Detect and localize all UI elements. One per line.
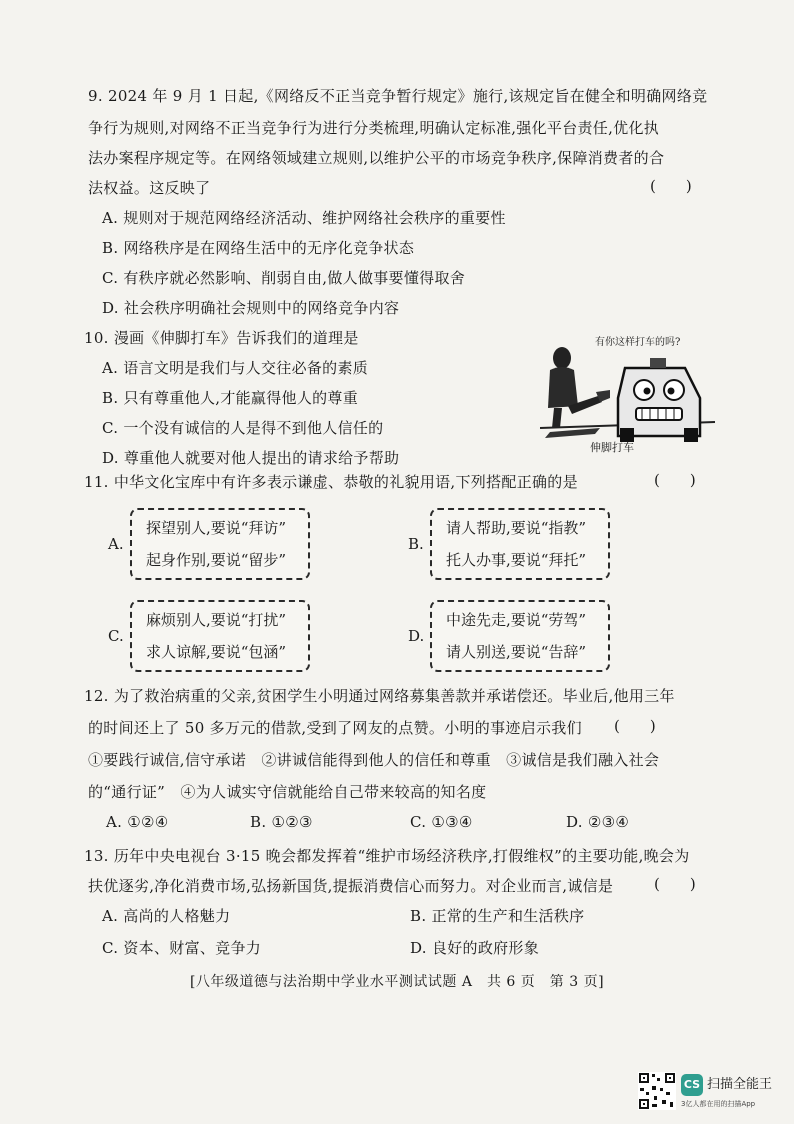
qr-code-icon (638, 1072, 676, 1110)
q11-option-c-label: C. (108, 627, 124, 645)
q12-statements-line-2: 的“通行证” ④为人诚实守信就能给自己带来较高的知名度 (88, 783, 487, 801)
q12-option-b: B. ①②③ (250, 813, 313, 831)
q11-option-b-label: B. (408, 535, 424, 553)
q11-option-a-line-1: 探望别人,要说“拜访” (146, 519, 287, 537)
q12-option-c: C. ①③④ (410, 813, 473, 831)
q11-option-a-line-2: 起身作别,要说“留步” (146, 551, 287, 569)
q12-option-a: A. ①②④ (106, 813, 169, 831)
cartoon-speech-bubble: 有你这样打车的吗? (595, 337, 681, 348)
q12-option-d: D. ②③④ (566, 813, 630, 831)
q11-option-b-box (430, 508, 610, 580)
q13-option-b: B. 正常的生产和生活秩序 (410, 907, 585, 925)
q10-option-a: A. 语言文明是我们与人交往必备的素质 (102, 359, 369, 377)
q9-option-d: D. 社会秩序明确社会规则中的网络竞争内容 (102, 299, 400, 317)
q10-option-b: B. 只有尊重他人,才能赢得他人的尊重 (102, 389, 359, 407)
q13-option-c: C. 资本、财富、竞争力 (102, 939, 262, 957)
q11-stem: 11. 中华文化宝库中有许多表示谦虚、恭敬的礼貌用语,下列搭配正确的是 (84, 473, 578, 491)
page-footer: [八年级道德与法治期中学业水平测试试题 A 共 6 页 第 3 页] (189, 974, 605, 990)
scanner-app-tagline: 3亿人都在用的扫描App (681, 1100, 756, 1108)
q9-answer-paren: ( ) (650, 177, 692, 195)
q13-stem-line-2: 扶优逐劣,净化消费市场,弘扬新国货,提振消费信心而努力。对企业而言,诚信是 (88, 877, 614, 895)
q11-option-c-box (130, 600, 310, 672)
q12-answer-paren: ( ) (614, 717, 656, 735)
scanner-app-name: 扫描全能王 (707, 1077, 773, 1092)
q11-option-a-box (130, 508, 310, 580)
q12-stem-line-1: 12. 为了救治病重的父亲,贫困学生小明通过网络募集善款并承诺偿还。毕业后,他用三年 (84, 687, 675, 705)
q11-option-b-line-2: 托人办事,要说“拜托” (446, 551, 587, 569)
q11-option-d-line-2: 请人别送,要说“告辞” (446, 643, 587, 661)
cartoon-caption: 伸脚打车 (590, 441, 634, 454)
q9-stem-line-2: 争行为规则,对网络不正当竞争行为进行分类梳理,明确认定标准,强化平台责任,优化执 (88, 119, 660, 137)
q10-option-d: D. 尊重他人就要对他人提出的请求给予帮助 (102, 449, 400, 467)
q13-answer-paren: ( ) (654, 875, 696, 893)
q13-option-a: A. 高尚的人格魅力 (102, 907, 231, 925)
q9-stem-line-3: 法办案程序规定等。在网络领域建立规则,以维护公平的市场竞争秩序,保障消费者的合 (88, 149, 665, 167)
q11-option-d-label: D. (408, 627, 425, 645)
q11-option-d-line-1: 中途先走,要说“劳驾” (446, 611, 587, 629)
q9-option-a: A. 规则对于规范网络经济活动、维护网络社会秩序的重要性 (102, 209, 506, 227)
q11-option-d-box (430, 600, 610, 672)
q13-stem-line-1: 13. 历年中央电视台 3·15 晚会都发挥着“维护市场经济秩序,打假维权”的主要功能,晚会为 (84, 847, 690, 865)
q9-stem-line-1: 9. 2024 年 9 月 1 日起,《网络反不正当竞争暂行规定》施行,该规定旨在健全和明确网络竞 (88, 87, 708, 105)
q11-answer-paren: ( ) (654, 471, 696, 489)
q9-stem-line-4: 法权益。这反映了 (88, 179, 211, 197)
q13-option-d: D. 良好的政府形象 (410, 939, 540, 957)
q11-option-c-line-2: 求人谅解,要说“包涵” (146, 643, 287, 661)
q12-stem-line-2: 的时间还上了 50 多万元的借款,受到了网友的点赞。小明的事迹启示我们 (88, 719, 582, 737)
q9-option-b: B. 网络秩序是在网络生活中的无序化竞争状态 (102, 239, 415, 257)
q9-option-c: C. 有秩序就必然影响、削弱自由,做人做事要懂得取舍 (102, 269, 466, 287)
scanner-app-logo: CS (681, 1074, 703, 1096)
q12-statements-line-1: ①要践行诚信,信守承诺 ②讲诚信能得到他人的信任和尊重 ③诚信是我们融入社会 (88, 751, 660, 769)
q10-option-c: C. 一个没有诚信的人是得不到他人信任的 (102, 419, 384, 437)
q11-option-c-line-1: 麻烦别人,要说“打扰” (146, 611, 287, 629)
q10-stem: 10. 漫画《伸脚打车》告诉我们的道理是 (84, 329, 359, 347)
q11-option-a-label: A. (108, 535, 124, 553)
q11-option-b-line-1: 请人帮助,要说“指教” (446, 519, 587, 537)
